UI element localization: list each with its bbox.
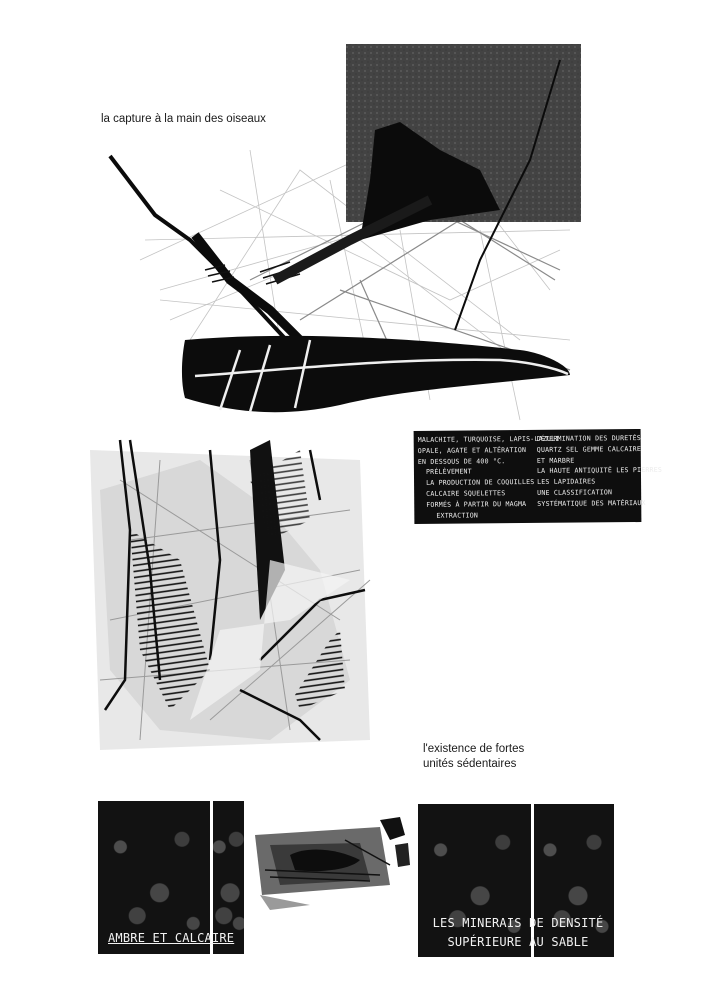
middle-drawing xyxy=(70,420,385,760)
amber-label: AMBRE ET CALCAIRE xyxy=(108,931,235,945)
notes-panel xyxy=(414,429,663,524)
note-left-5: LA PRODUCTION DE COQUILLES xyxy=(426,478,535,488)
note-left-3: EN DESSOUS DE 400 °C. xyxy=(417,456,506,466)
notes-right-column xyxy=(537,433,663,510)
minerals-label xyxy=(428,914,608,952)
note-right-7: SYSTÉMATIQUE DES MATÉRIAUX xyxy=(537,498,646,508)
note-right-6: UNE CLASSIFICATION xyxy=(537,488,613,497)
caption-sedentary xyxy=(423,742,524,772)
top-collage-drawing xyxy=(100,40,600,440)
note-right-1: DÉTERMINATION DES DURETÉS xyxy=(536,434,641,443)
note-right-4: LA HAUTE ANTIQUITÉ LES PIERRES xyxy=(536,466,663,476)
top-collage xyxy=(100,40,600,440)
note-left-2: OPALE, AGATE ET ALTÉRATION xyxy=(417,445,527,455)
note-left-4: PRÉLÈVEMENT xyxy=(425,467,472,477)
caption-sedentary-line2: unités sédentaires xyxy=(423,758,517,770)
minerals-label-line2: SUPÉRIEURE AU SABLE xyxy=(447,935,589,949)
note-left-7: FORMÉS À PARTIR DU MAGMA xyxy=(426,499,527,509)
middle-drawing-art xyxy=(70,420,385,760)
note-left-6: CALCAIRE SQUELETTES xyxy=(426,489,506,498)
caption-sedentary-line1: l'existence de fortes xyxy=(423,743,525,755)
note-left-1: MALACHITE, TURQUOISE, LAPIS-LAZULI xyxy=(417,434,560,444)
center-collage xyxy=(250,815,415,915)
caption-capture: la capture à la main des oiseaux xyxy=(101,113,266,125)
note-right-5: LES LAPIDAIRES xyxy=(537,477,596,487)
note-right-2: QUARTZ SEL GEMME CALCAIRE xyxy=(536,444,642,454)
note-right-3: ET MARBRE xyxy=(536,456,575,465)
center-collage-art xyxy=(250,815,415,915)
note-left-8: EXTRACTION xyxy=(436,511,479,520)
minerals-label-line1: LES MINERAIS DE DENSITÉ xyxy=(432,916,604,930)
